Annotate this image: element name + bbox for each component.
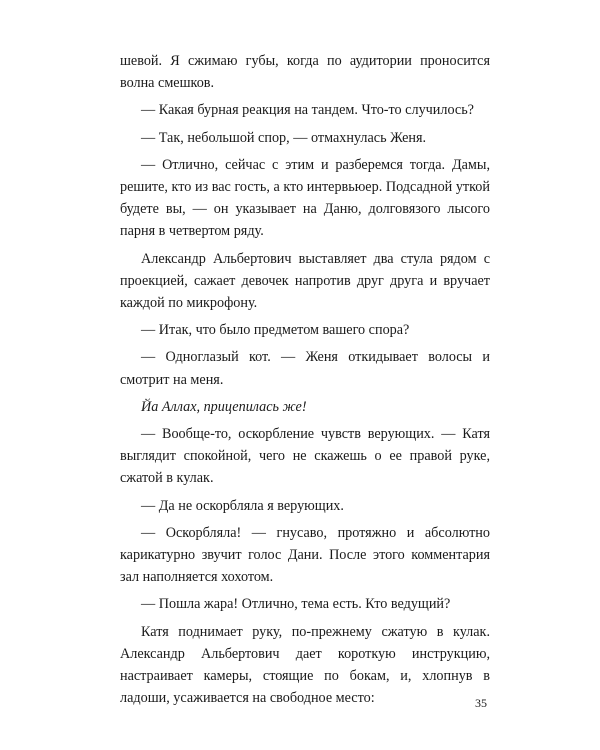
paragraph: шевой. Я сжимаю губы, когда по аудитории проносится волна смешков. xyxy=(120,53,490,92)
paragraph: — Итак, что было предметом вашего спора? xyxy=(141,322,410,339)
paragraph: — Какая бурная реакция на тандем. Что-то случилось? xyxy=(141,102,474,119)
body-text xyxy=(120,50,490,714)
paragraph: — Да не оскорбляла я верующих. xyxy=(141,497,344,514)
paragraph: Катя поднимает руку, по-прежнему сжатую в кулак. Александр Альбертович дает короткую инструкцию, настраивает камеры, стоящие по бокам, и, хлопнув в ладоши, усаживается на свободное место: xyxy=(120,623,490,707)
paragraph: — Пошла жара! Отлично, тема есть. Кто ведущий? xyxy=(141,596,451,613)
paragraph: Александр Альбертович выставляет два стула рядом с проекцией, сажает девочек напротив друг друга и вручает каждой по микрофону. xyxy=(120,250,490,312)
page-number: 35 xyxy=(475,696,487,710)
italic-thought: Йа Аллах, прицепилась же! xyxy=(141,398,307,415)
paragraph: — Так, небольшой спор, — отмахнулась Женя. xyxy=(141,129,427,146)
paragraph: — Отлично, сейчас с этим и разберемся тогда. Дамы, решите, кто из вас гость, а кто интервьюер. Подсадной уткой будете вы, — он указывает на Даню, долговязого лысого парня в четвертом ряду. xyxy=(120,156,490,240)
paragraph: — Оскорбляла! — гнусаво, протяжно и абсолютно карикатурно звучит голос Дани. После этого комментария зал наполняется хохотом. xyxy=(120,524,490,586)
paragraph: — Одноглазый кот. — Женя откидывает волосы и смотрит на меня. xyxy=(120,349,490,388)
paragraph: — Вообще-то, оскорбление чувств верующих. — Катя выглядит спокойной, чего не скажешь о ее правой руке, сжатой в кулак. xyxy=(120,426,490,487)
